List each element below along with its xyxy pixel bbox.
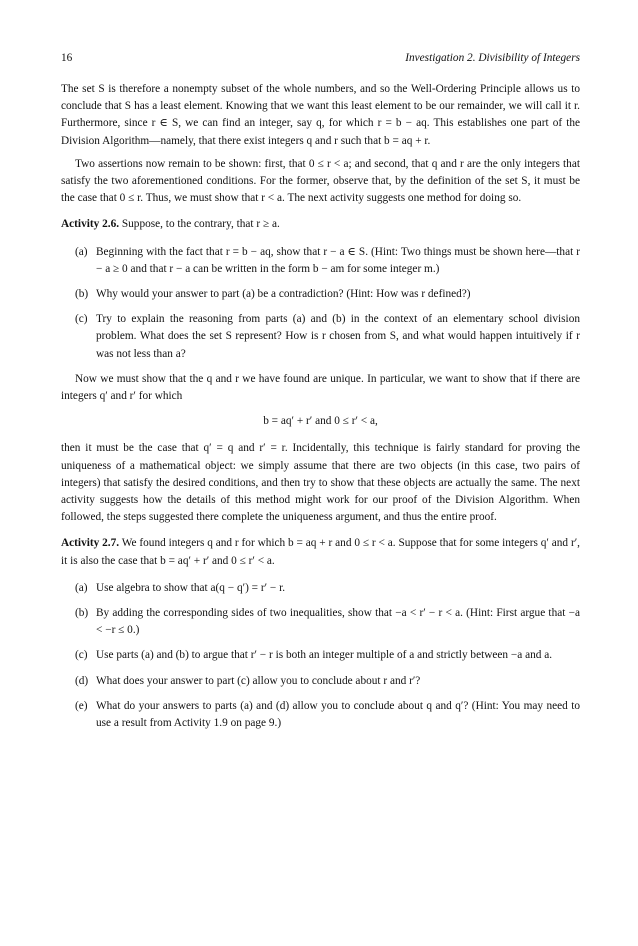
chapter-title: Investigation 2. Divisibility of Integers [405,52,580,64]
display-equation: b = aq′ + r′ and 0 ≤ r′ < a, [263,415,378,428]
activity-2-6-label: Activity 2.6. [61,218,120,231]
item-label: (b) [75,288,89,301]
activity-2-7-text: We found integers q and r for which b = aq + r and 0 ≤ r < a. Suppose that for some integers q′ and r′, it is also the case that b = aq′ + r′ and 0 ≤ r′ < a. [61,537,580,567]
item-text: What does your answer to part (c) allow you to conclude about r and r′? [96,674,421,687]
activity-2-6-text: Suppose, to the contrary, that r ≥ a. [121,218,280,231]
page-body [61,50,580,740]
item-label: (a) [75,245,88,258]
activity-2-6-heading [61,216,580,233]
list-item [61,605,580,639]
list-item [61,311,580,363]
item-label: (c) [75,649,88,662]
list-item [61,673,580,690]
item-text: Why would your answer to part (a) be a contradiction? (Hint: How was r defined?) [96,288,471,301]
list-item [61,580,580,597]
activity-2-7-label: Activity 2.7. [61,537,120,550]
item-label: (d) [75,674,89,687]
list-item [61,286,580,303]
page-number: 16 [61,52,73,64]
running-header [61,50,580,67]
item-label: (c) [75,313,88,326]
list-item [61,698,580,732]
activity-2-7-items [61,580,580,732]
list-item [61,647,580,664]
item-text: Beginning with the fact that r = b − aq, show that r − a ∈ S. (Hint: Two things must be shown here—that r − a ≥ 0 and that r − a can be written in the form b − am for some integer m.) [96,245,580,275]
item-text: Use parts (a) and (b) to argue that r′ − r is both an integer multiple of a and strictly between −a and a. [96,649,553,662]
item-label: (b) [75,607,89,620]
activity-2-7-heading [61,535,580,569]
item-label: (e) [75,699,88,712]
item-text: Use algebra to show that a(q − q′) = r′ − r. [96,581,286,594]
item-text: Try to explain the reasoning from parts (a) and (b) in the context of an elementary school division problem. What does the set S represent? How is r chosen from S, and what would happen intuitively if r was not less than a? [96,313,580,360]
item-text: What do your answers to parts (a) and (d) allow you to conclude about q and q′? (Hint: You may need to use a result from Activity 1.9 on page 9.) [96,699,580,730]
item-label: (a) [75,581,88,594]
list-item [61,244,580,278]
activity-2-6-items [61,244,580,363]
paragraph-1: The set S is therefore a nonempty subset of the whole numbers, and so the Well-Ordering Principle allows us to conclude that S has a least element. Knowing that we want this least element to be our remainder, we will call it r. Furthermore, since r ∈ S, we can find an integer, say q, for which r = b − aq. This establishes one part of the Division Algorithm—namely, that there exist integers q and r such that b = aq + r. [61,83,580,147]
item-text: By adding the corresponding sides of two inequalities, show that −a < r′ − r < a. (Hint: First argue that −a < −r ≤ 0.) [96,607,580,637]
paragraph-2: Two assertions now remain to be shown: first, that 0 ≤ r < a; and second, that q and r are the only integers that satisfy the two aforementioned conditions. For the former, observe that, by the definition of the set S, it must be the case that 0 ≤ r. Thus, we must show that r < a. The next activity suggests one method for doing so. [61,157,580,205]
paragraph-4: then it must be the case that q′ = q and r′ = r. Incidentally, this technique is fairly standard for proving the uniqueness of a mathematical object: we simply assume that there are two objects (in this case, two pairs of integers) that satisfy the desired conditions, and then try to show that these objects are actually the same. The next activity suggests how the details of this method might work for our proof of the Division Algorithm. When followed, the steps suggested there complete the uniqueness argument, and thus the entire proof. [61,442,580,524]
paragraph-3: Now we must show that the q and r we have found are unique. In particular, we want to show that if there are integers q′ and r′ for which [61,372,580,403]
